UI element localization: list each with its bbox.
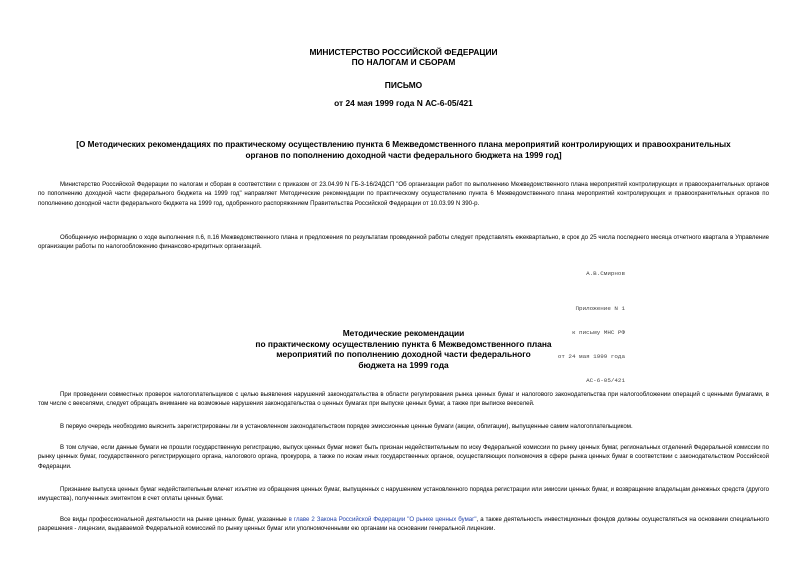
recommendation-paragraph-5 (38, 515, 769, 534)
document-type: ПИСЬМО (384, 80, 423, 90)
recommendation-paragraph-1: При проведении совместных проверок налогоплательщиков с целью выявления нарушений законодательства в области регулирования рынка ценных бумаг и налогового законодательства при налогообложении операций с ценными бумагами, в том числе с векселями, следует обращать внимание на возможные нарушения законодательства о ценных бумагах при выпуске ценных бумаг, а также при выписке векселей. (38, 391, 769, 408)
recommendation-paragraph-4: Признание выпуска ценных бумаг недействительным влечет изъятие из обращения ценных бумаг, выпущенных с нарушением установленного порядка регистрации или эмиссии ценных бумаг, и возвращение владельцам денежных средств (другого имущества), полученных эмитентом в счет оплаты ценных бумаг. (38, 486, 769, 503)
subject-line-2: органов по пополнению доходной части федерального бюджета на 1999 год] (245, 151, 562, 160)
recommendations-title-line-1: Методические рекомендации (342, 328, 465, 338)
signature: А.В.Смирнов (586, 270, 625, 277)
recommendation-paragraph-3: В том случае, если данные бумаги не прошли государственную регистрацию, выпуск ценных бумаг может быть признан недействительным по иску Федеральной комиссии по рынку ценных бумаг, региональных отделений Федеральной комиссии по рынку ценных бумаг, государственного регистрирующего органа, налогового органа, прокурора, а также по искам иных государственных органов, осуществляющих полномочия в сфере рынка ценных бумаг в соответствии с законодательством Российской Федерации. (38, 444, 769, 470)
ministry-line-2: ПО НАЛОГАМ И СБОРАМ (351, 57, 456, 67)
ministry-header (0, 47, 807, 67)
annex-line-1: Приложение N 1 (575, 305, 625, 312)
annex-line-2: к письму МНС РФ (571, 329, 625, 336)
ministry-line-1: МИНИСТЕРСТВО РОССИЙСКОЙ ФЕДЕРАЦИИ (309, 47, 498, 57)
law-chapter-2-link[interactable]: в главе 2 Закона Российской Федерации "О рынке ценных бумаг" (288, 516, 477, 523)
recommendations-title (0, 328, 807, 370)
paragraph-5-text-end: , а также деятельность инвестиционных фондов должны осуществляться на основании специального разрешения - лицензии, выдаваемой Федеральной комиссией по рынку ценных бумаг или уполномоченными ею органами на основании генеральной лицензии. (38, 516, 769, 533)
recommendations-title-line-2: по практическому осуществлению пункта 6 Межведомственного плана (255, 338, 552, 349)
intro-paragraph-1: Министерство Российской Федерации по налогам и сборам в соответствии с приказом от 23.04.99 N ГБ-3-16/24ДСП "Об организации работ по выполнению Межведомственного плана мероприятий контролирующих и правоохранительных органов по пополнению доходной части федерального бюджета на 1999 год" направляет Методические рекомендации по практическому осуществлению пункта 6 Межведомственного плана мероприятий контролирующих и правоохранительных органов по пополнению доходной части федерального бюджета на 1999 год, одобренного распоряжением Правительства Российской Федерации от 10.03.99 N 390-р. (38, 181, 769, 207)
recommendation-paragraph-2: В первую очередь необходимо выяснить зарегистрированы ли в установленном законодательством порядке эмиссионные ценные бумаги (акции, облигации), выпущенные самим налогоплательщиком. (60, 423, 633, 430)
annex-line-4: АС-6-05/421 (586, 377, 625, 384)
subject-line-1: [О Методических рекомендациях по практическому осуществлению пункта 6 Межведомственного плана мероприятий контролирующих и правоохранительных (76, 140, 731, 149)
annex-line-3: от 24 мая 1999 года (557, 353, 625, 360)
paragraph-5-text-start: Все виды профессиональной деятельности на рынке ценных бумаг, указанные (60, 516, 289, 523)
document-date-number: от 24 мая 1999 года N АС-6-05/421 (334, 98, 473, 108)
recommendations-title-line-4: бюджета на 1999 года (358, 359, 449, 370)
recommendations-title-line-3: мероприятий по пополнению доходной части федерального (276, 349, 531, 359)
intro-paragraph-2: Обобщенную информацию о ходе выполнения п.6, п.16 Межведомственного плана и предложения по результатам проведенной работы следует представлять ежеквартально, в срок до 25 числа последнего месяца отчетного квартала в Управление организации работы по налогообложению финансово-кредитных организаций. (38, 234, 769, 251)
document-subject (38, 139, 769, 161)
